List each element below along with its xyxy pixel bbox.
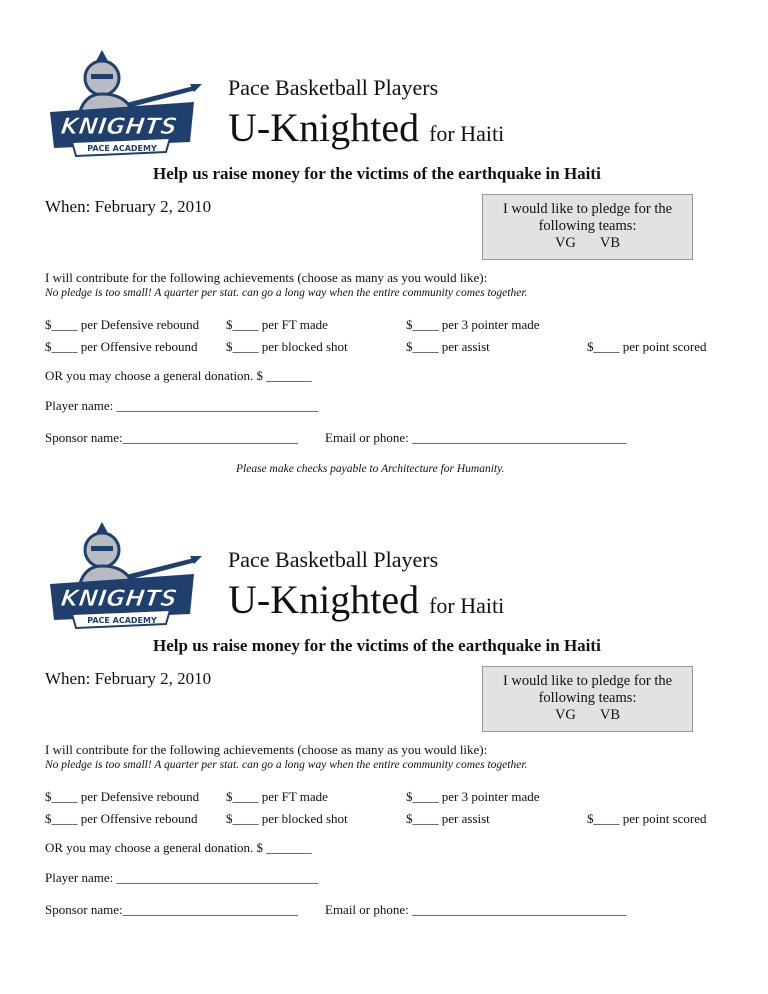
player-name-field[interactable]: Player name: _______________________________ — [45, 398, 318, 413]
general-donation-field[interactable]: OR you may choose a general donation. $ _______ — [45, 840, 312, 855]
logo-word: KNIGHTS — [59, 114, 179, 140]
logo-subtext: PACE ACADEMY — [87, 144, 157, 153]
three-pointer-pledge[interactable]: $____ per 3 pointer made — [406, 317, 540, 332]
pledge-line-2: following teams: — [538, 218, 637, 234]
team-vb-option[interactable]: VB — [599, 707, 621, 723]
logo-word: KNIGHTS — [59, 586, 179, 612]
sponsor-name-field[interactable]: Sponsor name:___________________________ — [45, 902, 299, 917]
assist-pledge[interactable]: $____ per assist — [406, 339, 490, 354]
contribution-intro: I will contribute for the following achievements (choose as many as you would like): — [45, 742, 488, 757]
event-date: When: February 2, 2010 — [45, 669, 212, 688]
three-pointer-pledge[interactable]: $____ per 3 pointer made — [406, 789, 540, 804]
general-donation-field[interactable]: OR you may choose a general donation. $ _______ — [45, 368, 312, 383]
pledge-form — [0, 0, 768, 475]
checks-payable-note: Please make checks payable to Architecture for Humanity. — [236, 463, 505, 475]
pledge-line-1: I would like to pledge for the — [502, 201, 673, 217]
team-pledge-box — [482, 666, 693, 732]
event-date: When: February 2, 2010 — [45, 197, 212, 216]
form-title — [228, 577, 504, 629]
title-suffix: for Haiti — [429, 593, 505, 618]
sponsor-name-field[interactable]: Sponsor name:___________________________ — [45, 430, 299, 445]
email-phone-field[interactable]: Email or phone: _________________________________ — [325, 902, 627, 917]
team-vg-option[interactable]: VG — [554, 235, 576, 251]
team-options — [483, 235, 692, 252]
blocked-shot-pledge[interactable]: $____ per blocked shot — [226, 339, 348, 354]
knights-logo — [44, 48, 204, 160]
contribution-note: No pledge is too small! A quarter per stat. can go a long way when the entire community comes together. — [45, 287, 528, 299]
knights-logo — [44, 520, 204, 632]
contribution-note: No pledge is too small! A quarter per stat. can go a long way when the entire community comes together. — [45, 759, 528, 771]
title-suffix: for Haiti — [429, 121, 505, 146]
blocked-shot-pledge[interactable]: $____ per blocked shot — [226, 811, 348, 826]
ft-made-pledge[interactable]: $____ per FT made — [226, 317, 328, 332]
team-vg-option[interactable]: VG — [554, 707, 576, 723]
title-main: U-Knighted — [228, 577, 420, 622]
team-pledge-box — [482, 194, 693, 260]
headline: Help us raise money for the victims of the earthquake in Haiti — [153, 164, 601, 183]
pledge-line-2: following teams: — [538, 690, 637, 706]
defensive-rebound-pledge[interactable]: $____ per Defensive rebound — [45, 317, 200, 332]
team-options — [483, 707, 692, 724]
pledge-form — [0, 472, 768, 942]
pledge-line-1: I would like to pledge for the — [502, 673, 673, 689]
form-subtitle: Pace Basketball Players — [228, 547, 439, 572]
assist-pledge[interactable]: $____ per assist — [406, 811, 490, 826]
title-main: U-Knighted — [228, 105, 420, 150]
point-scored-pledge[interactable]: $____ per point scored — [587, 339, 707, 354]
offensive-rebound-pledge[interactable]: $____ per Offensive rebound — [45, 339, 198, 354]
email-phone-field[interactable]: Email or phone: _________________________________ — [325, 430, 627, 445]
offensive-rebound-pledge[interactable]: $____ per Offensive rebound — [45, 811, 198, 826]
player-name-field[interactable]: Player name: _______________________________ — [45, 870, 318, 885]
form-subtitle: Pace Basketball Players — [228, 75, 439, 100]
headline: Help us raise money for the victims of the earthquake in Haiti — [153, 636, 601, 655]
team-vb-option[interactable]: VB — [599, 235, 621, 251]
ft-made-pledge[interactable]: $____ per FT made — [226, 789, 328, 804]
contribution-intro: I will contribute for the following achievements (choose as many as you would like): — [45, 270, 488, 285]
defensive-rebound-pledge[interactable]: $____ per Defensive rebound — [45, 789, 200, 804]
form-title — [228, 105, 504, 157]
logo-subtext: PACE ACADEMY — [87, 616, 157, 625]
point-scored-pledge[interactable]: $____ per point scored — [587, 811, 707, 826]
